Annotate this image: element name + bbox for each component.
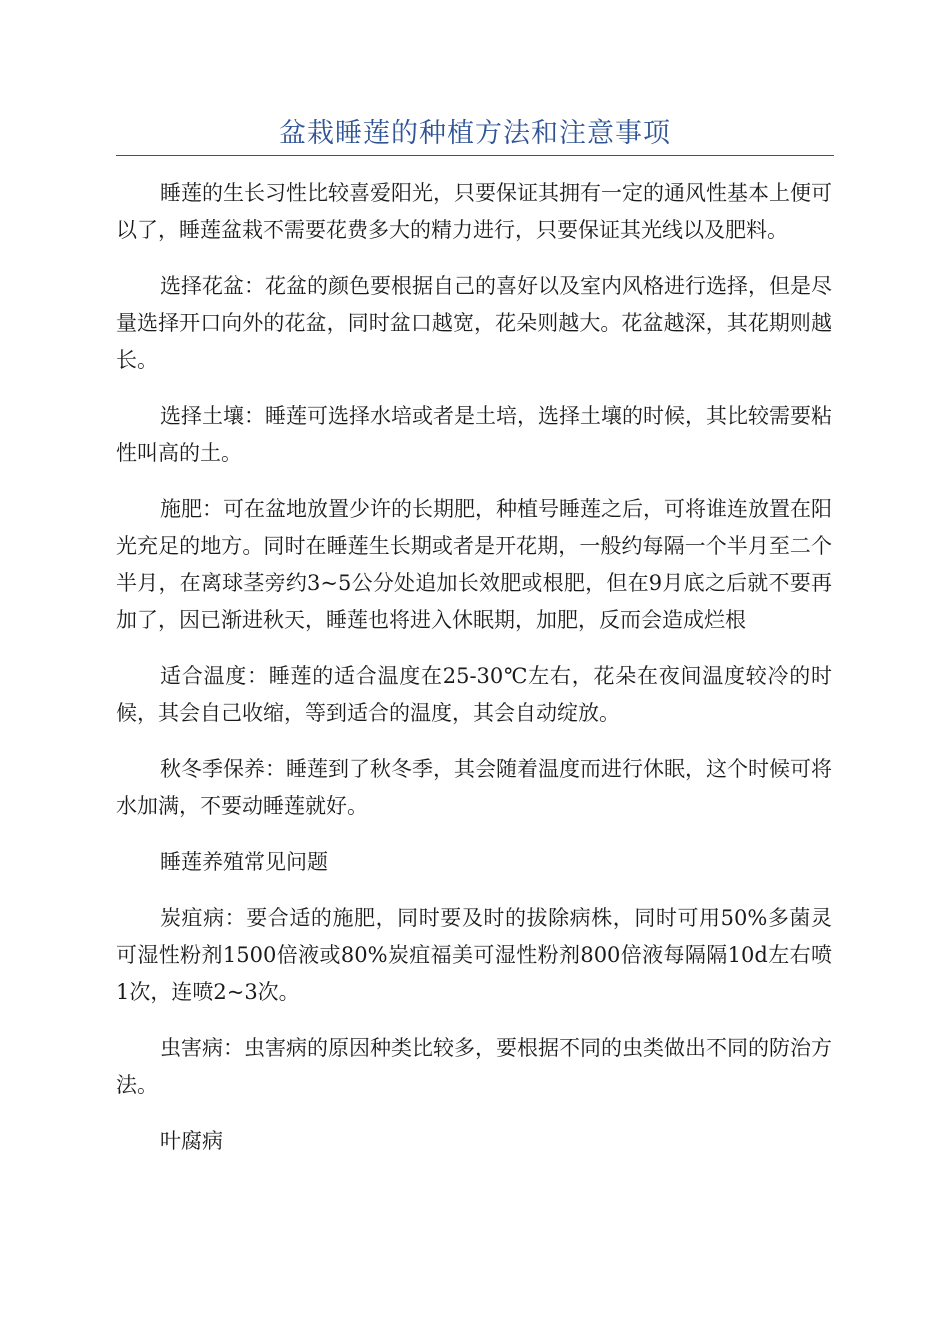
paragraph-intro: 睡莲的生长习性比较喜爱阳光，只要保证其拥有一定的通风性基本上便可以了，睡莲盆栽不需要花费多大的精力进行，只要保证其光线以及肥料。 — [116, 181, 832, 242]
paragraph-fertilize: 施肥：可在盆地放置少许的长期肥，种植号睡莲之后，可将谁连放置在阳光充足的地方。同时在睡莲生长期或者是开花期，一般约每隔一个半月至二个半月，在离球茎旁约3~5公分处追加长效肥或根肥，但在9月底之后就不要再加了，因已渐进秋天，睡莲也将进入休眠期，加肥，反而会造成烂根 — [116, 497, 832, 632]
page-title: 盆栽睡莲的种植方法和注意事项 — [279, 118, 671, 149]
section-heading-common-problems: 睡莲养殖常见问题 — [160, 850, 328, 874]
title-underline — [116, 155, 834, 156]
paragraph-choose-soil: 选择土壤：睡莲可选择水培或者是土培，选择土壤的时候，其比较需要粘性叫高的土。 — [116, 404, 832, 465]
paragraph-pests: 虫害病：虫害病的原因种类比较多，要根据不同的虫类做出不同的防治方法。 — [116, 1036, 832, 1097]
paragraph-choose-pot: 选择花盆：花盆的颜色要根据自己的喜好以及室内风格进行选择，但是尽量选择开口向外的花盆，同时盆口越宽，花朵则越大。花盆越深，其花期则越长。 — [116, 274, 832, 372]
paragraph-anthracnose: 炭疽病：要合适的施肥，同时要及时的拔除病株，同时可用50%多菌灵可湿性粉剂1500倍液或80%炭疽福美可湿性粉剂800倍液每隔隔10d左右喷1次，连喷2~3次。 — [116, 906, 832, 1004]
document-body — [116, 175, 832, 1179]
paragraph-leaf-rot: 叶腐病 — [160, 1129, 223, 1153]
paragraph-temperature: 适合温度：睡莲的适合温度在25-30℃左右，花朵在夜间温度较冷的时候，其会自己收缩，等到适合的温度，其会自动绽放。 — [116, 664, 832, 725]
paragraph-autumn-winter-care: 秋冬季保养：睡莲到了秋冬季，其会随着温度而进行休眠，这个时候可将水加满，不要动睡莲就好。 — [116, 757, 832, 818]
